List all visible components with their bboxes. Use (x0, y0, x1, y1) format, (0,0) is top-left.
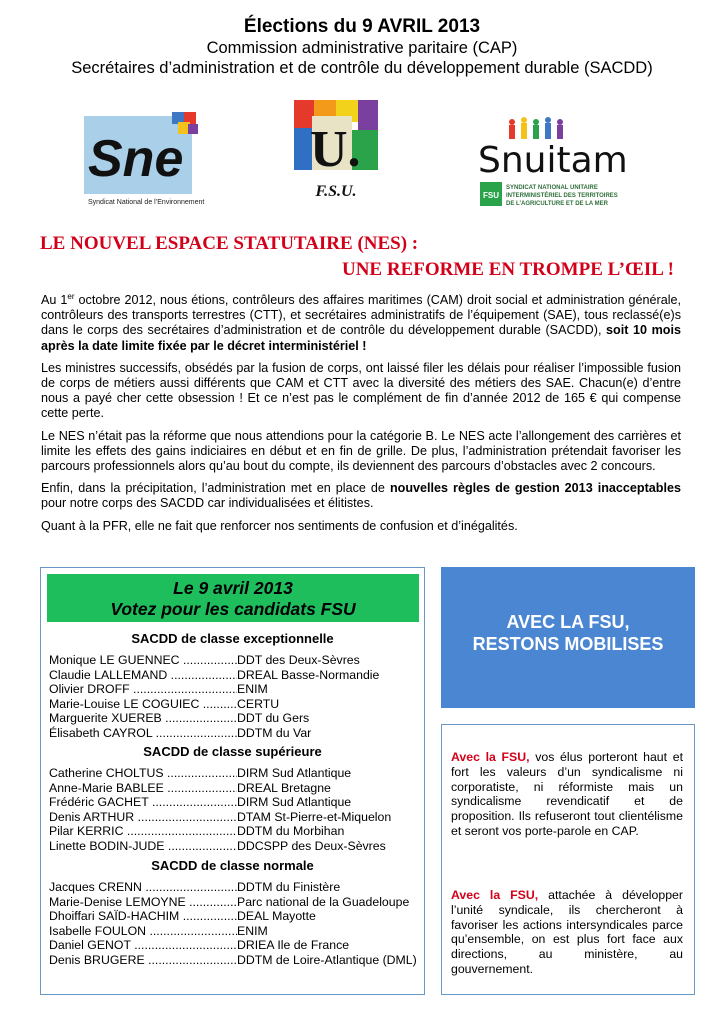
candidate-row: Linette BODIN-JUDE ..... DDCSPP des Deux-Sèvres (49, 839, 419, 854)
snuitam-subtitle-1: SYNDICAT NATIONAL UNITAIRE (506, 185, 598, 191)
fsu-paragraph-2: Avec la FSU, attachée à développer l’unité syndicale, ils chercheront à favoriser les actions intersyndicales parce qu’ensemble, on est plus fort face aux directions, au ministère, au gouvernement. (451, 888, 683, 976)
snuitam-logo (478, 114, 628, 210)
grade-title: SACDD de classe exceptionnelle (131, 631, 334, 646)
candidate-row: Jacques CRENN ..... DDTM du Finistère (49, 880, 419, 895)
logos-row (0, 100, 724, 210)
candidate-list (49, 880, 419, 968)
mobilise-line-1: AVEC LA FSU, (506, 612, 630, 632)
fsu-paragraph-1: Avec la FSU, vos élus porteront haut et fort les valeurs d’un syndicalisme ni corporatiste, ni réformiste mais un syndicalisme revendicatif et de proposition. Ils refuseront tout clientélisme et seront vos porte-parole en CAP. (451, 750, 683, 838)
candidate-list (49, 766, 419, 854)
snuitam-logo-text: Snuitam (478, 140, 628, 181)
candidate-row: Daniel GENOT ..... DRIEA Ile de France (49, 938, 419, 953)
candidate-row: Frédéric GACHET ..... DIRM Sud Atlantique (49, 795, 419, 810)
paragraph-5: Quant à la PFR, elle ne fait que renforcer nos sentiments de confusion et d’inégalités. (41, 518, 518, 533)
mobilise-box (441, 567, 695, 708)
snuitam-subtitle-2: INTERMINISTÉRIEL DES TERRITOIRES (506, 193, 618, 199)
mobilise-line-2: RESTONS MOBILISES (472, 634, 664, 654)
paragraph-1: Au 1er octobre 2012, nous étions, contrôleurs des affaires maritimes (CAM) droit social et administration générale, contrôleurs des transports terrestres (CTT), et secrétaires administratifs de l’équipement (SAE), tous reclassé(e)s dans le corps des secrétaires d’administration et de contrôle du développement durable (SACDD), soit 10 mois après la date limite fixée par le décret interministériel ! (41, 291, 681, 353)
candidate-row: Marguerite XUEREB ..... DDT du Gers (49, 711, 419, 726)
candidate-row: Pilar KERRIC ..... DDTM du Morbihan (49, 824, 419, 839)
vote-banner (47, 574, 419, 622)
candidate-row: Dhoiffari SAÏD-HACHIM ..... DEAL Mayotte (49, 909, 419, 924)
vote-banner-date: Le 9 avril 2013 (173, 578, 293, 598)
candidate-row: Marie-Louise LE COGUIEC ..... CERTU (49, 697, 419, 712)
headline-line-1: LE NOUVEL ESPACE STATUTAIRE (NES) : (40, 233, 419, 254)
candidates-box (40, 567, 425, 995)
paragraph-3: Le NES n’était pas la réforme que nous attendions pour la catégorie B. Le NES acte l’allongement des carrières et limite les effets des gains indiciaires en début et en fin de grille. De plus, l’administration prétendait favoriser les parcours professionnels alors qu’au bout du compte, ils deviennent des parcours d’obstacles avec 2 concours. (41, 428, 681, 474)
fsu-logo (292, 100, 380, 204)
headline-line-2: UNE REFORME EN TROMPE L’ŒIL ! (341, 259, 674, 280)
candidate-list (49, 653, 419, 741)
article-body (41, 293, 681, 541)
candidate-row: Catherine CHOLTUS ..... DIRM Sud Atlantique (49, 766, 419, 781)
vote-banner-call: Votez pour les candidats FSU (110, 599, 356, 619)
candidate-row: Claudie LALLEMAND ..... DREAL Basse-Normandie (49, 668, 419, 683)
snuitam-fsu-badge: FSU (483, 191, 499, 200)
candidate-row: Monique LE GUENNEC ..... DDT des Deux-Sèvres (49, 653, 419, 668)
paragraph-2: Les ministres successifs, obsédés par la fusion de corps, ont laissé filer les délais pour réaliser l’impossible fusion de corps de métiers aussi différents que CAM et CTT avec la diversité des métiers des SAE. Chacun(e) d’entre nous a payé cher cette obsession ! Et ce n’est pas le complément de fin d’année 2012 de 165 € qui compense cette perte. (41, 360, 681, 421)
header-subtitle-sacdd: Secrétaires d’administration et de contrôle du développement durable (SACDD) (71, 59, 653, 77)
candidate-row: Isabelle FOULON ..... ENIM (49, 924, 419, 939)
grade-title: SACDD de classe supérieure (143, 744, 322, 759)
paragraph-4: Enfin, dans la précipitation, l’administration met en place de nouvelles règles de gestion 2013 inacceptables pour notre corps des SACDD car individualisées et élitistes. (41, 481, 682, 511)
sne-logo-subtitle: Syndicat National de l’Environnement (88, 199, 205, 206)
snuitam-subtitle-3: DE L’AGRICULTURE ET DE LA MER (506, 201, 608, 207)
candidate-row: Élisabeth CAYROL ..... DDTM du Var (49, 726, 419, 741)
header-subtitle-cap: Commission administrative paritaire (CAP) (206, 39, 518, 57)
sne-logo (80, 110, 210, 208)
page-title: Élections du 9 AVRIL 2013 (243, 16, 481, 37)
fsu-logo-text: F.S.U. (315, 183, 357, 200)
page-header (0, 16, 724, 78)
candidate-row: Olivier DROFF ..... ENIM (49, 682, 419, 697)
grade-title: SACDD de classe normale (151, 858, 314, 873)
fsu-values-box (441, 724, 695, 995)
candidate-row: Denis ARTHUR ..... DTAM St-Pierre-et-Miquelon (49, 810, 419, 825)
sne-logo-text: Sne (88, 130, 184, 188)
candidate-row: Denis BRUGERE ..... DDTM de Loire-Atlantique (DML) (49, 953, 419, 968)
candidate-row: Marie-Denise LEMOYNE ..... Parc national de la Guadeloupe (49, 895, 419, 910)
fsu-logo-u: U. (310, 121, 361, 178)
candidate-row: Anne-Marie BABLEE ..... DREAL Bretagne (49, 781, 419, 796)
